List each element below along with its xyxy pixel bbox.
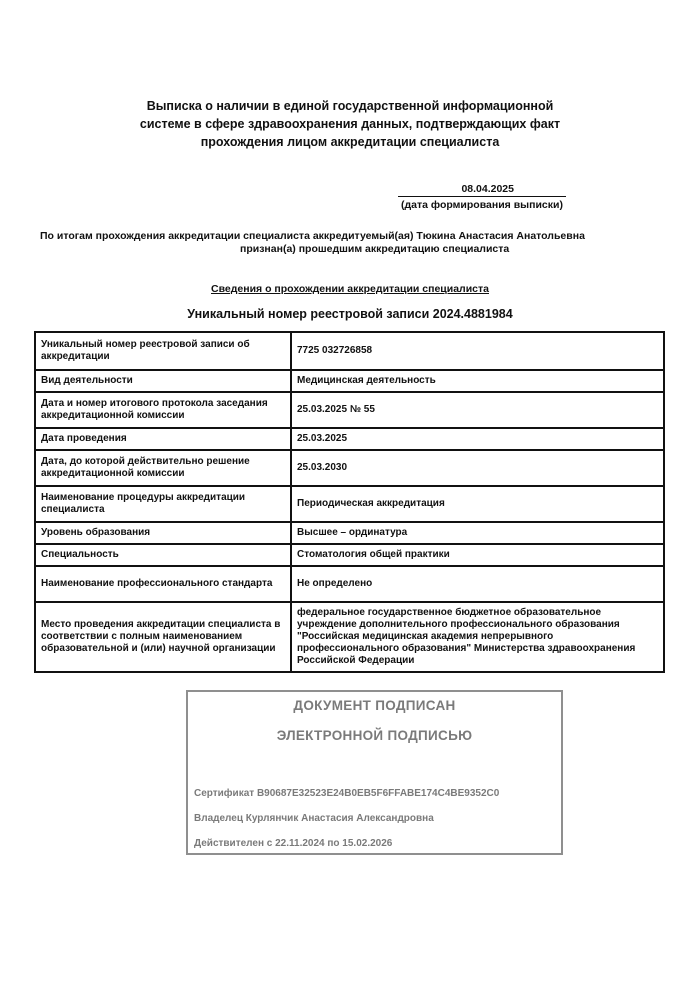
intro-statement [40,230,660,256]
stamp-certificate: Сертификат B90687E32523E24B0EB5F6FFABE174C4BE9352C0 [194,788,500,799]
table-row [35,544,664,566]
stamp-validity: Действителен с 22.11.2024 по 15.02.2026 [194,838,393,849]
row-value: Периодическая аккредитация [291,486,664,522]
title-line-2: системе в сфере здравоохранения данных, подтверждающих факт [139,117,561,131]
row-value: федеральное государственное бюджетное образовательное учреждение дополнительного профессионального образования "Российская медицинская академия непрерывного профессионального образования" Министерства здравоохранения Российской Федерации [291,602,664,672]
row-value: Высшее – ординатура [291,522,664,544]
electronic-signature-stamp [186,690,563,855]
row-value: 25.03.2025 № 55 [291,392,664,428]
table-row [35,566,664,602]
stamp-heading-line-1: ДОКУМЕНТ ПОДПИСАН [293,698,456,713]
stamp-owner: Владелец Курлянчик Анастасия Александровна [194,813,434,824]
table-row [35,370,664,392]
table-row [35,332,664,370]
row-label: Наименование процедуры аккредитации специалиста [35,486,291,522]
accreditation-table [34,331,665,673]
row-value: 25.03.2025 [291,428,664,450]
row-label: Наименование профессионального стандарта [35,566,291,602]
row-value: Не определено [291,566,664,602]
issue-date-caption: (дата формирования выписки) [401,199,563,211]
title-line-3: прохождения лицом аккредитации специалиста [200,135,500,149]
section-title: Сведения о прохождении аккредитации специалиста [211,283,489,295]
row-value: 7725 032726858 [291,332,664,370]
record-number: Уникальный номер реестровой записи 2024.4881984 [187,307,513,321]
table-row [35,522,664,544]
row-label: Дата, до которой действительно решение аккредитационной комиссии [35,450,291,486]
row-label: Дата и номер итогового протокола заседания аккредитационной комиссии [35,392,291,428]
table-row [35,392,664,428]
row-value: 25.03.2030 [291,450,664,486]
table-row [35,602,664,672]
row-label: Вид деятельности [35,370,291,392]
row-label: Специальность [35,544,291,566]
intro-line-1: По итогам прохождения аккредитации специалиста аккредитуемый(ая) Тюкина Анастасия Анатольевна [40,230,585,242]
issue-date-block [398,183,566,211]
table-row [35,486,664,522]
row-value: Медицинская деятельность [291,370,664,392]
intro-line-2: признан(а) прошедшим аккредитацию специалиста [240,243,510,255]
page-title [90,97,610,151]
row-label: Уникальный номер реестровой записи об аккредитации [35,332,291,370]
row-value: Стоматология общей практики [291,544,664,566]
title-line-1: Выписка о наличии в единой государственной информационной [146,99,554,113]
row-label: Место проведения аккредитации специалиста в соответствии с полным наименованием образовательной и (или) научной организации [35,602,291,672]
row-label: Дата проведения [35,428,291,450]
issue-date: 08.04.2025 [398,183,566,197]
table-row [35,450,664,486]
row-label: Уровень образования [35,522,291,544]
stamp-heading-line-2: ЭЛЕКТРОННОЙ ПОДПИСЬЮ [276,728,473,743]
table-row [35,428,664,450]
